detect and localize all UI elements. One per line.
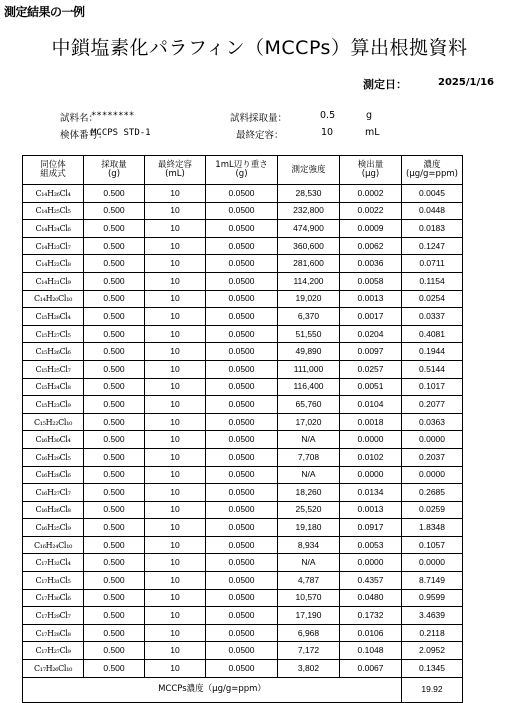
concentration-cell: 0.0000	[402, 466, 463, 484]
intensity-cell: 7,708	[278, 448, 340, 466]
final-volume-cell: 10	[145, 501, 206, 519]
final-volume-value: 10	[321, 127, 334, 138]
header-line2: (μg/g=ppm)	[406, 169, 458, 179]
intensity-cell: 17,020	[278, 413, 340, 431]
final-volume-cell: 10	[145, 272, 206, 290]
detected-amount-cell: 0.0022	[340, 202, 402, 220]
composition-cell: C₁₇H₃₁Cl₅	[23, 572, 84, 590]
intensity-cell: 360,600	[278, 237, 340, 255]
composition-cell: C₁₇H₃₀Cl₆	[23, 589, 84, 607]
table-row	[23, 255, 463, 273]
detected-amount-cell: 0.0013	[340, 290, 402, 308]
final-volume-cell: 10	[145, 624, 206, 642]
detected-amount-cell: 0.0058	[340, 272, 402, 290]
intensity-cell: N/A	[278, 466, 340, 484]
intensity-cell: 51,550	[278, 325, 340, 343]
final-volume-cell: 10	[145, 237, 206, 255]
weight-per-ml-cell: 0.0500	[206, 413, 278, 431]
weight-per-ml-cell: 0.0500	[206, 572, 278, 590]
sample-amount-cell: 0.500	[84, 378, 145, 396]
final-volume-cell: 10	[145, 290, 206, 308]
sample-amount-cell: 0.500	[84, 220, 145, 238]
composition-cell: C₁₄H₂₂Cl₈	[23, 255, 84, 273]
detected-amount-cell: 0.0102	[340, 448, 402, 466]
intensity-cell: 25,520	[278, 501, 340, 519]
intensity-cell: 6,968	[278, 624, 340, 642]
sample-id-label: 検体番号：	[60, 130, 108, 141]
intensity-cell: 3,802	[278, 660, 340, 678]
final-volume-cell: 10	[145, 519, 206, 537]
measurement-date-label: 測定日：	[363, 78, 407, 91]
header-composition	[23, 156, 84, 185]
weight-per-ml-cell: 0.0500	[206, 343, 278, 361]
concentration-cell: 0.1247	[402, 237, 463, 255]
sample-amount-cell: 0.500	[84, 431, 145, 449]
weight-per-ml-cell: 0.0500	[206, 237, 278, 255]
weight-per-ml-cell: 0.0500	[206, 448, 278, 466]
document-title: 中鎖塩素化パラフィン（MCCPs）算出根拠資料	[51, 37, 468, 59]
weight-per-ml-cell: 0.0500	[206, 272, 278, 290]
detected-amount-cell: 0.0017	[340, 308, 402, 326]
header-detected-amount	[340, 156, 402, 185]
intensity-cell: 19,180	[278, 519, 340, 537]
table-row	[23, 642, 463, 660]
header-weight-per-ml	[206, 156, 278, 185]
intensity-cell: 7,172	[278, 642, 340, 660]
final-volume-cell: 10	[145, 255, 206, 273]
sample-amount-cell: 0.500	[84, 536, 145, 554]
detected-amount-cell: 0.0009	[340, 220, 402, 238]
composition-cell: C₁₇H₂₉Cl₇	[23, 607, 84, 625]
sample-amount-cell: 0.500	[84, 272, 145, 290]
table-row	[23, 536, 463, 554]
final-volume-cell: 10	[145, 202, 206, 220]
concentration-cell: 0.0711	[402, 255, 463, 273]
intensity-cell: 19,020	[278, 290, 340, 308]
sample-amount-value: 0.5	[320, 110, 336, 121]
final-volume-cell: 10	[145, 466, 206, 484]
intensity-cell: 28,530	[278, 185, 340, 203]
weight-per-ml-cell: 0.0500	[206, 554, 278, 572]
header-line1: 1mL辺り重さ	[215, 160, 268, 170]
composition-cell: C₁₇H₃₂Cl₄	[23, 554, 84, 572]
weight-per-ml-cell: 0.0500	[206, 642, 278, 660]
final-volume-cell: 10	[145, 396, 206, 414]
sample-amount-cell: 0.500	[84, 185, 145, 203]
header-line2: (g)	[235, 169, 248, 179]
table-row	[23, 220, 463, 238]
final-volume-cell: 10	[145, 589, 206, 607]
sample-amount-cell: 0.500	[84, 343, 145, 361]
table-row	[23, 589, 463, 607]
weight-per-ml-cell: 0.0500	[206, 185, 278, 203]
composition-cell: C₁₅H₂₆Cl₆	[23, 343, 84, 361]
composition-cell: C₁₅H₂₅Cl₇	[23, 360, 84, 378]
intensity-cell: 4,787	[278, 572, 340, 590]
final-volume-cell: 10	[145, 448, 206, 466]
weight-per-ml-cell: 0.0500	[206, 519, 278, 537]
detected-amount-cell: 0.0000	[340, 554, 402, 572]
header-line2: (g)	[107, 169, 121, 179]
header-final-volume	[145, 156, 206, 185]
header-line1: 検出量	[357, 160, 384, 170]
detected-amount-cell: 0.0036	[340, 255, 402, 273]
header-line1: 測定強度	[291, 164, 326, 175]
detected-amount-cell: 0.0062	[340, 237, 402, 255]
table-row	[23, 554, 463, 572]
final-volume-cell: 10	[145, 220, 206, 238]
intensity-cell: 65,760	[278, 396, 340, 414]
intensity-cell: 10,570	[278, 589, 340, 607]
table-body	[23, 185, 463, 703]
table-row	[23, 308, 463, 326]
table-row	[23, 501, 463, 519]
final-volume-unit: mL	[365, 127, 380, 138]
sample-name-label: 試料名：	[60, 113, 99, 124]
composition-cell: C₁₄H₂₆Cl₄	[23, 185, 84, 203]
intensity-cell: N/A	[278, 431, 340, 449]
composition-cell: C₁₄H₂₀Cl₁₀	[23, 290, 84, 308]
final-volume-cell: 10	[145, 572, 206, 590]
table-row	[23, 272, 463, 290]
weight-per-ml-cell: 0.0500	[206, 325, 278, 343]
total-value: 19.92	[402, 677, 463, 702]
header-concentration	[402, 156, 463, 185]
sample-amount-unit: g	[366, 110, 373, 121]
table-row	[23, 343, 463, 361]
final-volume-cell: 10	[145, 660, 206, 678]
sample-amount-cell: 0.500	[84, 360, 145, 378]
weight-per-ml-cell: 0.0500	[206, 308, 278, 326]
table-row	[23, 396, 463, 414]
concentration-cell: 0.1057	[402, 536, 463, 554]
total-row	[23, 677, 463, 702]
composition-cell: C₁₄H₂₁Cl₉	[23, 272, 84, 290]
final-volume-cell: 10	[145, 431, 206, 449]
intensity-cell: 116,400	[278, 378, 340, 396]
table-row	[23, 413, 463, 431]
sample-amount-cell: 0.500	[84, 413, 145, 431]
weight-per-ml-cell: 0.0500	[206, 484, 278, 502]
sample-amount-cell: 0.500	[84, 448, 145, 466]
document-label: 測定結果の一例	[4, 5, 85, 19]
sample-amount-cell: 0.500	[84, 255, 145, 273]
intensity-cell: N/A	[278, 554, 340, 572]
header-line2: (μg)	[361, 169, 380, 179]
header-line1: 最終定容	[157, 160, 192, 170]
weight-per-ml-cell: 0.0500	[206, 536, 278, 554]
weight-per-ml-cell: 0.0500	[206, 660, 278, 678]
sample-amount-cell: 0.500	[84, 202, 145, 220]
table-row	[23, 519, 463, 537]
table-row	[23, 290, 463, 308]
concentration-cell: 0.0000	[402, 431, 463, 449]
concentration-cell: 0.9599	[402, 589, 463, 607]
concentration-cell: 0.0045	[402, 185, 463, 203]
weight-per-ml-cell: 0.0500	[206, 255, 278, 273]
weight-per-ml-cell: 0.0500	[206, 202, 278, 220]
detected-amount-cell: 0.0917	[340, 519, 402, 537]
concentration-cell: 0.0448	[402, 202, 463, 220]
composition-cell: C₁₇H₂₇Cl₉	[23, 642, 84, 660]
weight-per-ml-cell: 0.0500	[206, 624, 278, 642]
weight-per-ml-cell: 0.0500	[206, 378, 278, 396]
final-volume-cell: 10	[145, 554, 206, 572]
weight-per-ml-cell: 0.0500	[206, 607, 278, 625]
concentration-cell: 0.1944	[402, 343, 463, 361]
final-volume-cell: 10	[145, 607, 206, 625]
composition-cell: C₁₆H₃₀Cl₄	[23, 431, 84, 449]
header-intensity	[278, 156, 340, 185]
detected-amount-cell: 0.0104	[340, 396, 402, 414]
detected-amount-cell: 0.1048	[340, 642, 402, 660]
total-label: MCCPs濃度（μg/g=ppm）	[23, 677, 402, 702]
header-line2: (mL)	[165, 169, 185, 179]
concentration-cell: 2.0952	[402, 642, 463, 660]
table-row	[23, 607, 463, 625]
concentration-cell: 0.2077	[402, 396, 463, 414]
final-volume-cell: 10	[145, 484, 206, 502]
measurement-date-value: 2025/1/16	[438, 77, 495, 88]
header-line1: 採取量	[101, 160, 127, 170]
detected-amount-cell: 0.0013	[340, 501, 402, 519]
sample-amount-cell: 0.500	[84, 308, 145, 326]
final-volume-cell: 10	[145, 413, 206, 431]
detected-amount-cell: 0.0097	[340, 343, 402, 361]
sample-name-value: ********	[91, 111, 135, 121]
weight-per-ml-cell: 0.0500	[206, 220, 278, 238]
sample-amount-cell: 0.500	[84, 501, 145, 519]
intensity-cell: 17,190	[278, 607, 340, 625]
table-row	[23, 325, 463, 343]
composition-cell: C₁₄H₂₄Cl₆	[23, 220, 84, 238]
header-line1: 同位体	[40, 160, 66, 170]
intensity-cell: 281,600	[278, 255, 340, 273]
intensity-cell: 8,934	[278, 536, 340, 554]
concentration-cell: 0.0363	[402, 413, 463, 431]
header-sample-amount	[84, 156, 145, 185]
detected-amount-cell: 0.4357	[340, 572, 402, 590]
table-row	[23, 431, 463, 449]
final-volume-cell: 10	[145, 325, 206, 343]
composition-cell: C₁₅H₂₈Cl₄	[23, 308, 84, 326]
final-volume-cell: 10	[145, 536, 206, 554]
intensity-cell: 18,260	[278, 484, 340, 502]
detected-amount-cell: 0.0002	[340, 185, 402, 203]
concentration-cell: 0.0254	[402, 290, 463, 308]
composition-cell: C₁₆H₂₅Cl₉	[23, 519, 84, 537]
sample-amount-cell: 0.500	[84, 290, 145, 308]
concentration-cell: 0.1345	[402, 660, 463, 678]
detected-amount-cell: 0.0480	[340, 589, 402, 607]
composition-cell: C₁₅H₂₂Cl₁₀	[23, 413, 84, 431]
sample-amount-cell: 0.500	[84, 396, 145, 414]
weight-per-ml-cell: 0.0500	[206, 431, 278, 449]
composition-cell: C₁₆H₂₄Cl₁₀	[23, 536, 84, 554]
concentration-cell: 0.1017	[402, 378, 463, 396]
table-row	[23, 237, 463, 255]
weight-per-ml-cell: 0.0500	[206, 396, 278, 414]
detected-amount-cell: 0.1732	[340, 607, 402, 625]
sample-amount-cell: 0.500	[84, 325, 145, 343]
table-row	[23, 466, 463, 484]
table-row	[23, 378, 463, 396]
sample-amount-cell: 0.500	[84, 642, 145, 660]
detected-amount-cell: 0.0053	[340, 536, 402, 554]
weight-per-ml-cell: 0.0500	[206, 290, 278, 308]
sample-amount-cell: 0.500	[84, 554, 145, 572]
concentration-cell: 3.4639	[402, 607, 463, 625]
sample-amount-cell: 0.500	[84, 237, 145, 255]
weight-per-ml-cell: 0.0500	[206, 589, 278, 607]
detected-amount-cell: 0.0067	[340, 660, 402, 678]
concentration-cell: 0.0259	[402, 501, 463, 519]
concentration-cell: 0.1154	[402, 272, 463, 290]
results-table	[22, 155, 463, 703]
detected-amount-cell: 0.0204	[340, 325, 402, 343]
final-volume-cell: 10	[145, 378, 206, 396]
detected-amount-cell: 0.0018	[340, 413, 402, 431]
final-volume-label: 最終定容：	[236, 130, 284, 141]
table-row	[23, 624, 463, 642]
sample-amount-cell: 0.500	[84, 660, 145, 678]
final-volume-cell: 10	[145, 308, 206, 326]
final-volume-cell: 10	[145, 343, 206, 361]
table-row	[23, 572, 463, 590]
sample-amount-cell: 0.500	[84, 624, 145, 642]
sample-amount-cell: 0.500	[84, 466, 145, 484]
table-row	[23, 360, 463, 378]
composition-cell: C₁₇H₂₆Cl₁₀	[23, 660, 84, 678]
composition-cell: C₁₆H₂₉Cl₅	[23, 448, 84, 466]
composition-cell: C₁₅H₂₃Cl₉	[23, 396, 84, 414]
detected-amount-cell: 0.0134	[340, 484, 402, 502]
sample-amount-label: 試料採取量：	[230, 113, 288, 124]
concentration-cell: 0.2118	[402, 624, 463, 642]
final-volume-cell: 10	[145, 185, 206, 203]
concentration-cell: 0.5144	[402, 360, 463, 378]
composition-cell: C₁₅H₂₇Cl₅	[23, 325, 84, 343]
concentration-cell: 0.0337	[402, 308, 463, 326]
composition-cell: C₁₄H₂₅Cl₅	[23, 202, 84, 220]
concentration-cell: 1.8348	[402, 519, 463, 537]
intensity-cell: 474,900	[278, 220, 340, 238]
composition-cell: C₁₅H₂₄Cl₈	[23, 378, 84, 396]
concentration-cell: 0.2685	[402, 484, 463, 502]
composition-cell: C₁₆H₂₈Cl₆	[23, 466, 84, 484]
final-volume-cell: 10	[145, 642, 206, 660]
detected-amount-cell: 0.0051	[340, 378, 402, 396]
header-line1: 濃度	[423, 160, 441, 170]
final-volume-cell: 10	[145, 360, 206, 378]
intensity-cell: 49,890	[278, 343, 340, 361]
table-row	[23, 660, 463, 678]
concentration-cell: 0.0000	[402, 554, 463, 572]
sample-amount-cell: 0.500	[84, 519, 145, 537]
detected-amount-cell: 0.0257	[340, 360, 402, 378]
concentration-cell: 8.7149	[402, 572, 463, 590]
table-row	[23, 185, 463, 203]
sample-amount-cell: 0.500	[84, 572, 145, 590]
intensity-cell: 6,370	[278, 308, 340, 326]
composition-cell: C₁₇H₂₈Cl₈	[23, 624, 84, 642]
intensity-cell: 232,800	[278, 202, 340, 220]
weight-per-ml-cell: 0.0500	[206, 360, 278, 378]
sample-id-value: MCCPS STD-1	[91, 128, 151, 138]
intensity-cell: 114,200	[278, 272, 340, 290]
table-row	[23, 202, 463, 220]
detected-amount-cell: 0.0000	[340, 431, 402, 449]
weight-per-ml-cell: 0.0500	[206, 466, 278, 484]
sample-amount-cell: 0.500	[84, 484, 145, 502]
table-header-row	[23, 156, 463, 185]
concentration-cell: 0.2037	[402, 448, 463, 466]
sample-amount-cell: 0.500	[84, 589, 145, 607]
sample-amount-cell: 0.500	[84, 607, 145, 625]
concentration-cell: 0.4081	[402, 325, 463, 343]
detected-amount-cell: 0.0000	[340, 466, 402, 484]
intensity-cell: 111,000	[278, 360, 340, 378]
weight-per-ml-cell: 0.0500	[206, 501, 278, 519]
concentration-cell: 0.0183	[402, 220, 463, 238]
composition-cell: C₁₆H₂₇Cl₇	[23, 484, 84, 502]
table-row	[23, 448, 463, 466]
header-line2: 組成式	[40, 169, 66, 179]
table-row	[23, 484, 463, 502]
detected-amount-cell: 0.0106	[340, 624, 402, 642]
composition-cell: C₁₄H₂₃Cl₇	[23, 237, 84, 255]
composition-cell: C₁₆H₂₆Cl₈	[23, 501, 84, 519]
